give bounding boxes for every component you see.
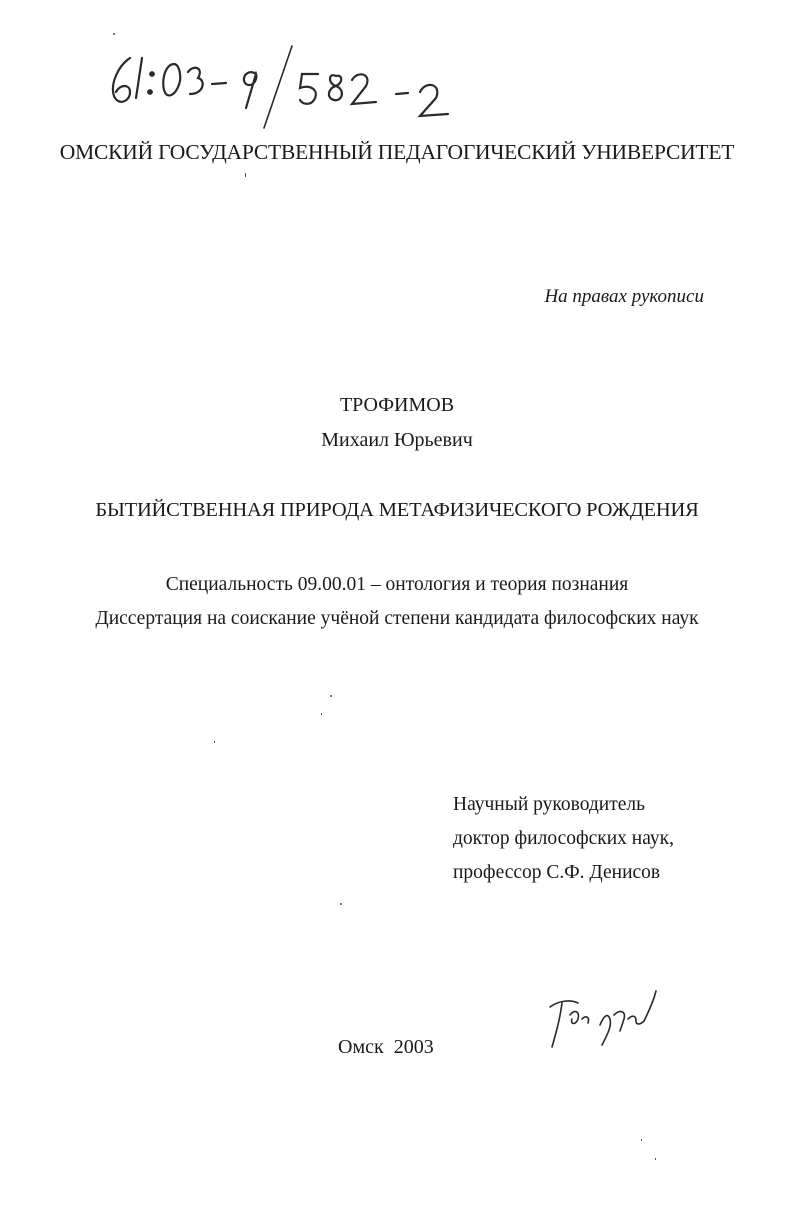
thesis-title: БЫТИЙСТВЕННАЯ ПРИРОДА МЕТАФИЗИЧЕСКОГО РОЖДЕНИЯ xyxy=(95,499,699,521)
scan-speck xyxy=(113,33,115,35)
city: Омск xyxy=(338,1036,384,1058)
place-and-year xyxy=(338,1036,434,1059)
scan-speck xyxy=(641,1139,642,1141)
author-surname: ТРОФИМОВ xyxy=(339,394,455,416)
scan-speck xyxy=(655,1158,656,1160)
author-given-names: Михаил Юрьевич xyxy=(321,429,473,451)
degree-line: Диссертация на соискание учёной степени кандидата философских наук xyxy=(95,608,699,629)
scan-speck xyxy=(245,173,246,177)
handwritten-archive-mark xyxy=(96,36,476,136)
year: 2003 xyxy=(393,1036,434,1058)
specialty-line: Специальность 09.00.01 – онтология и теория познания xyxy=(165,574,629,595)
scan-speck xyxy=(330,695,332,697)
scan-speck xyxy=(340,903,342,905)
university-name: ОМСКИЙ ГОСУДАРСТВЕННЫЙ ПЕДАГОГИЧЕСКИЙ УНИВЕРСИТЕТ xyxy=(59,140,735,164)
scan-speck xyxy=(321,713,322,715)
supervisor-role: Научный руководитель xyxy=(453,794,646,815)
manuscript-rights-note: На правах рукописи xyxy=(544,286,704,307)
supervisor-block xyxy=(453,788,674,890)
scan-speck xyxy=(214,741,215,743)
author-signature xyxy=(540,985,670,1055)
supervisor-degree: доктор философских наук, xyxy=(453,828,674,849)
supervisor-name: профессор С.Ф. Денисов xyxy=(453,862,661,883)
